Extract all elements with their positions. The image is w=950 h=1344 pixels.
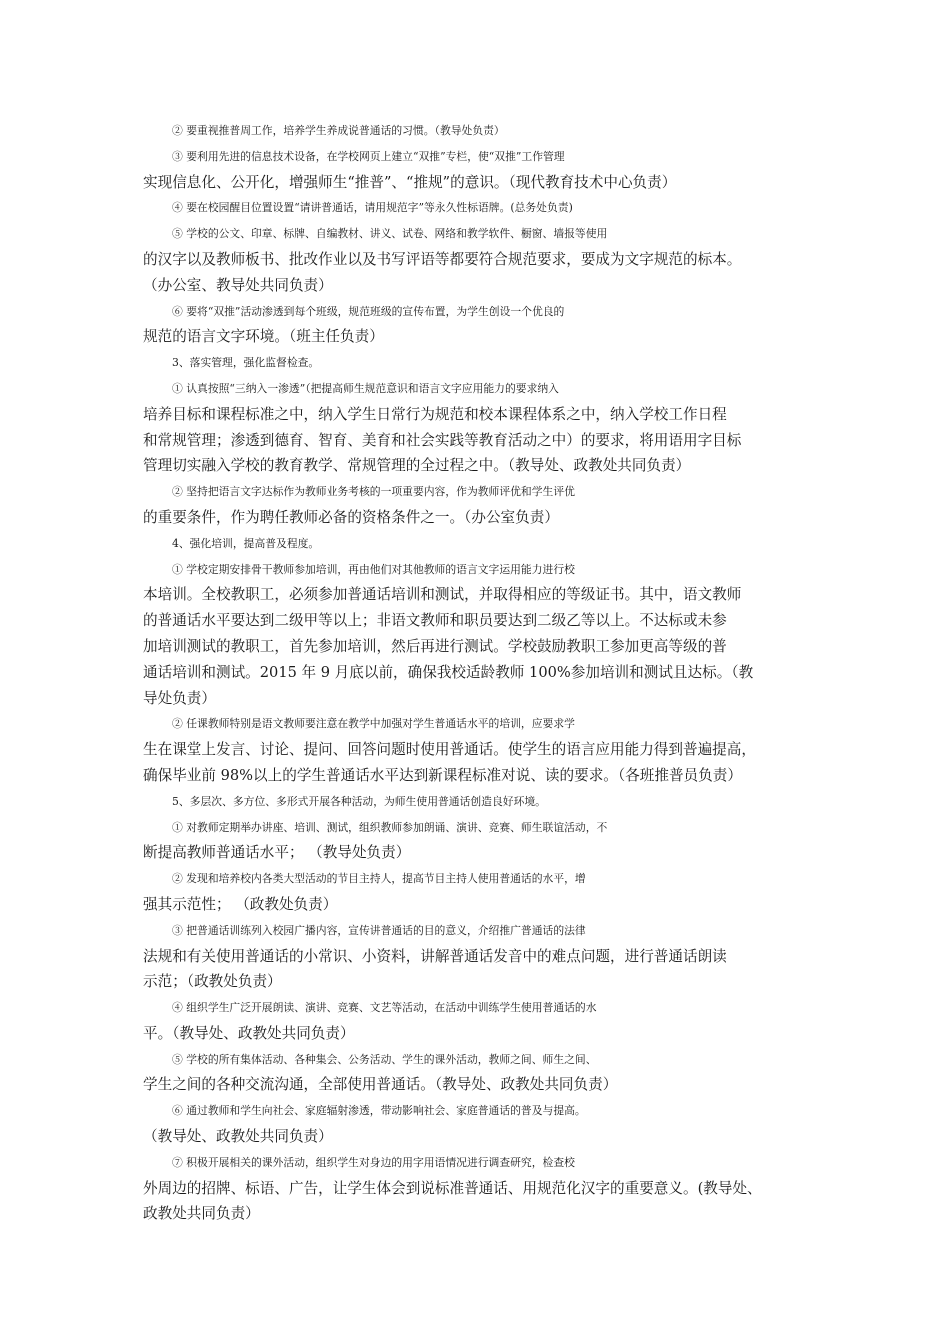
text-line: ③ 要利用先进的信息技术设备，在学校网页上建立“双推”专栏，使“双推”工作管理 xyxy=(172,149,565,163)
paragraph xyxy=(143,479,809,531)
text-line: 加培训测试的教职工，首先参加培训，然后再进行测试。学校鼓励教职工参加更高等级的普 xyxy=(143,637,727,655)
text-line: 生在课堂上发言、讨论、提问、回答问题时使用普通话。使学生的语言应用能力得到普遍提高， xyxy=(143,741,756,759)
paragraph xyxy=(143,789,809,815)
paragraph xyxy=(143,1150,809,1227)
text-line: 外周边的招牌、标语、广告，让学生体会到说标准普通话、用规范化汉字的重要意义。(教导处、 xyxy=(143,1179,762,1197)
paragraph xyxy=(143,1098,809,1150)
text-line: 本培训。全校教职工，必须参加普通话培训和测试，并取得相应的等级证书。其中，语文教师 xyxy=(143,586,742,604)
text-line: 的汉字以及教师板书、批改作业以及书写评语等都要符合规范要求，要成为文字规范的标本。 xyxy=(143,250,742,268)
text-line: ⑦ 积极开展相关的课外活动，组织学生对身边的用字用语情况进行调查研究，检查校 xyxy=(172,1155,575,1169)
text-line: 实现信息化、公开化，增强师生“推普”、“推规”的意识。（现代教育技术中心负责） xyxy=(143,173,677,191)
paragraph xyxy=(143,815,809,867)
paragraph xyxy=(143,866,809,918)
text-line: 通话培训和测试。2015 年 9 月底以前，确保我校适龄教师 100%参加培训和测试且达标。（教 xyxy=(143,663,754,681)
text-line: ② 任课教师特别是语文教师要注意在教学中加强对学生普通话水平的培训，应要求学 xyxy=(172,717,575,731)
text-line: 5、多层次、多方位、多形式开展各种活动，为师生使用普通话创造良好环境。 xyxy=(172,794,546,808)
text-line: 断提高教师普通话水平； （教导处负责） xyxy=(143,844,411,862)
text-line: ⑥ 通过教师和学生向社会、家庭辐射渗透，带动影响社会、家庭普通话的普及与提高。 xyxy=(172,1104,586,1118)
text-line: ② 发现和培养校内各类大型活动的节目主持人，提高节目主持人使用普通话的水平，增 xyxy=(172,872,586,886)
text-line: ① 认真按照“三纳入一渗透”（把提高师生规范意识和语言文字应用能力的要求纳入 xyxy=(172,381,559,395)
text-line: ③ 把普通话训练列入校园广播内容，宣传讲普通话的目的意义，介绍推广普通话的法律 xyxy=(172,923,586,937)
paragraph xyxy=(143,918,809,995)
text-line: ⑤ 学校的公文、印章、标牌、自编教材、讲义、试卷、网络和教学软件、橱窗、墙报等使用 xyxy=(172,227,608,241)
paragraph xyxy=(143,144,809,196)
paragraph xyxy=(143,1047,809,1099)
text-line: ① 对教师定期举办讲座、培训、测试，组织教师参加朗诵、演讲、竞赛、师生联谊活动，不 xyxy=(172,820,608,834)
text-line: 导处负责） xyxy=(143,689,216,707)
text-line: 学生之间的各种交流沟通，全部使用普通话。（教导处、政教处共同负责） xyxy=(143,1076,618,1094)
text-line: ⑥ 要将“双推”活动渗透到每个班级，规范班级的宣传布置，为学生创设一个优良的 xyxy=(172,304,565,318)
text-line: ① 学校定期安排骨干教师参加培训，再由他们对其他教师的语言文字运用能力进行校 xyxy=(172,562,575,576)
text-line: 政教处共同负责） xyxy=(143,1205,260,1223)
paragraph xyxy=(143,221,809,298)
text-line: 平。（教导处、政教处共同负责） xyxy=(143,1024,355,1042)
text-line: 强其示范性； （政教处负责） xyxy=(143,895,338,913)
paragraph xyxy=(143,531,809,557)
document-page xyxy=(143,118,809,1227)
text-line: 的重要条件，作为聘任教师必备的资格条件之一。（办公室负责） xyxy=(143,508,559,526)
paragraph xyxy=(143,376,809,479)
text-line: 和常规管理；渗透到德育、智育、美育和社会实践等教育活动之中）的要求，将用语用字目标 xyxy=(143,431,742,449)
paragraph xyxy=(143,995,809,1047)
text-line: ② 坚持把语言文字达标作为教师业务考核的一项重要内容，作为教师评优和学生评优 xyxy=(172,485,575,499)
paragraph xyxy=(143,195,809,221)
text-line: 规范的语言文字环境。（班主任负责） xyxy=(143,328,384,346)
text-line: （教导处、政教处共同负责） xyxy=(143,1128,333,1146)
text-line: ④ 要在校园醒目位置设置“请讲普通话，请用规范字”等永久性标语牌。(总务处负责) xyxy=(172,201,573,215)
paragraph xyxy=(143,711,809,788)
text-line: 3、落实管理，强化监督检查。 xyxy=(172,356,320,370)
text-line: （办公室、教导处共同负责） xyxy=(143,276,333,294)
text-line: 的普通话水平要达到二级甲等以上；非语文教师和职员要达到二级乙等以上。不达标或未参 xyxy=(143,612,727,630)
text-line: 法规和有关使用普通话的小常识、小资料，讲解普通话发音中的难点问题，进行普通话朗读 xyxy=(143,947,727,965)
text-line: ⑤ 学校的所有集体活动、各种集会、公务活动、学生的课外活动，教师之间、师生之间、 xyxy=(172,1052,597,1066)
text-line: ② 要重视推普周工作，培养学生养成说普通话的习惯。（教导处负责） xyxy=(172,124,505,137)
text-line: ④ 组织学生广泛开展朗读、演讲、竞赛、文艺等活动，在活动中训练学生使用普通话的水 xyxy=(172,1001,597,1015)
text-line: 示范；（政教处负责） xyxy=(143,973,282,991)
text-line: 确保毕业前 98%以上的学生普通话水平达到新课程标准对说、读的要求。（各班推普员负责） xyxy=(143,766,742,784)
paragraph xyxy=(143,299,809,351)
paragraph xyxy=(143,118,809,144)
text-line: 4、强化培训，提高普及程度。 xyxy=(172,536,320,550)
paragraph xyxy=(143,557,809,712)
text-line: 培养目标和课程标准之中，纳入学生日常行为规范和校本课程体系之中，纳入学校工作日程 xyxy=(143,405,727,423)
text-line: 管理切实融入学校的教育教学、常规管理的全过程之中。（教导处、政教处共同负责） xyxy=(143,457,691,475)
paragraph xyxy=(143,350,809,376)
